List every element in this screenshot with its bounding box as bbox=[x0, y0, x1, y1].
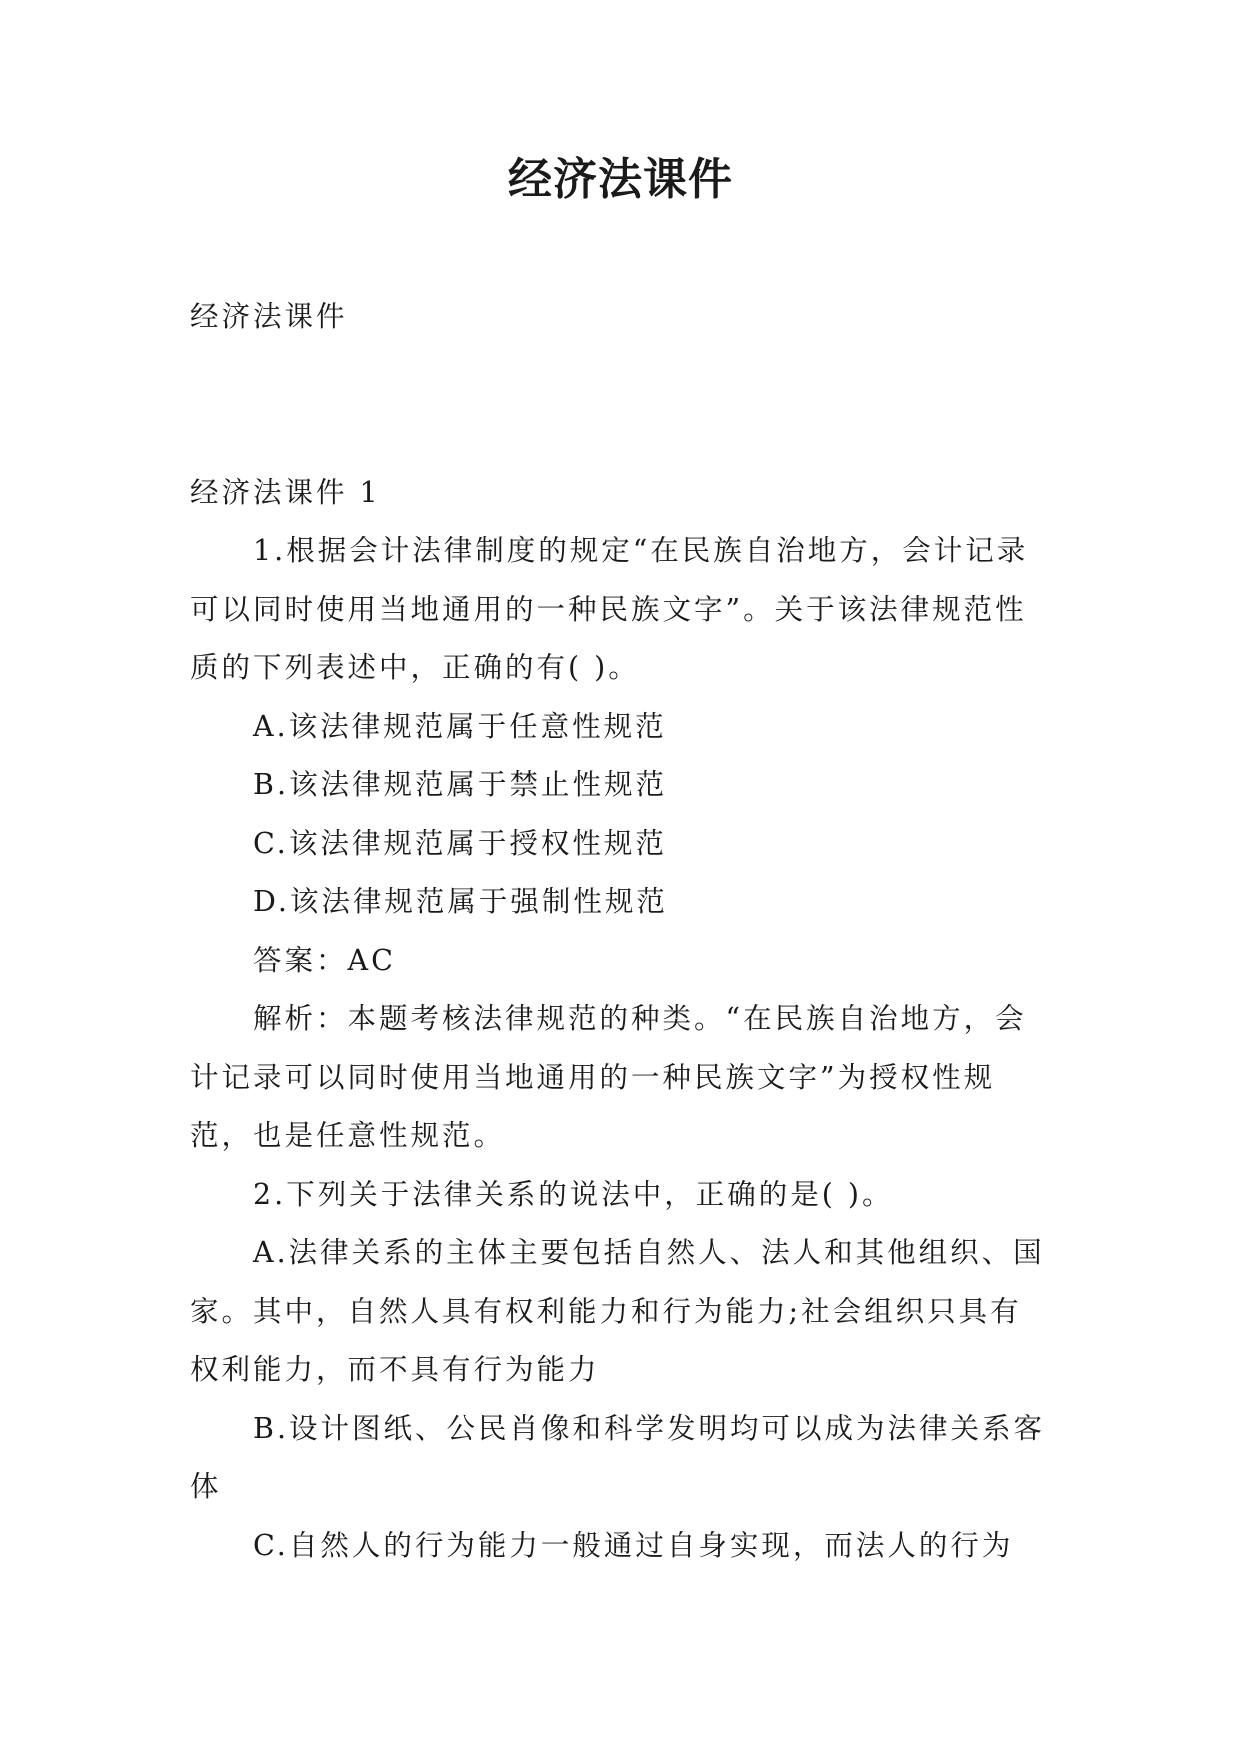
question-1-option-d: D.该法律规范属于强制性规范 bbox=[253, 885, 668, 918]
question-1-analysis: 解析：本题考核法律规范的种类。“在民族自治地方，会计记录可以同时使用当地通用的一种民族文字”为授权性规范，也是任意性规范。 bbox=[190, 1002, 1027, 1152]
question-1-option-c: C.该法律规范属于授权性规范 bbox=[253, 826, 667, 860]
question-2-option-b: B.设计图纸、公民肖像和科学发明均可以成为法律关系客体 bbox=[190, 1411, 1046, 1503]
document-body bbox=[190, 288, 1050, 1575]
question-1-option-b: B.该法律规范属于禁止性规范 bbox=[253, 768, 668, 801]
question-1-stem: 1.根据会计法律制度的规定“在民族自治地方，会计记录可以同时使用当地通用的一种民族文字”。关于该法律规范性质的下列表述中，正确的有( )。 bbox=[190, 534, 1029, 684]
question-2-option-c: C.自然人的行为能力一般通过自身实现，而法人的行为 bbox=[253, 1528, 1014, 1562]
question-2-stem: 2.下列关于法律关系的说法中，正确的是( )。 bbox=[253, 1177, 894, 1211]
document-title: 经济法课件 bbox=[508, 154, 733, 205]
document-subtitle: 经济法课件 bbox=[190, 300, 348, 333]
section-heading: 经济法课件 1 bbox=[190, 475, 381, 509]
question-1-answer: 答案：AC bbox=[253, 943, 396, 977]
question-2-option-a: A.法律关系的主体主要包括自然人、法人和其他组织、国家。其中，自然人具有权利能力和行为能力;社会组织只具有权利能力，而不具有行为能力 bbox=[190, 1236, 1045, 1386]
question-1-option-a: A.该法律规范属于任意性规范 bbox=[253, 709, 667, 743]
